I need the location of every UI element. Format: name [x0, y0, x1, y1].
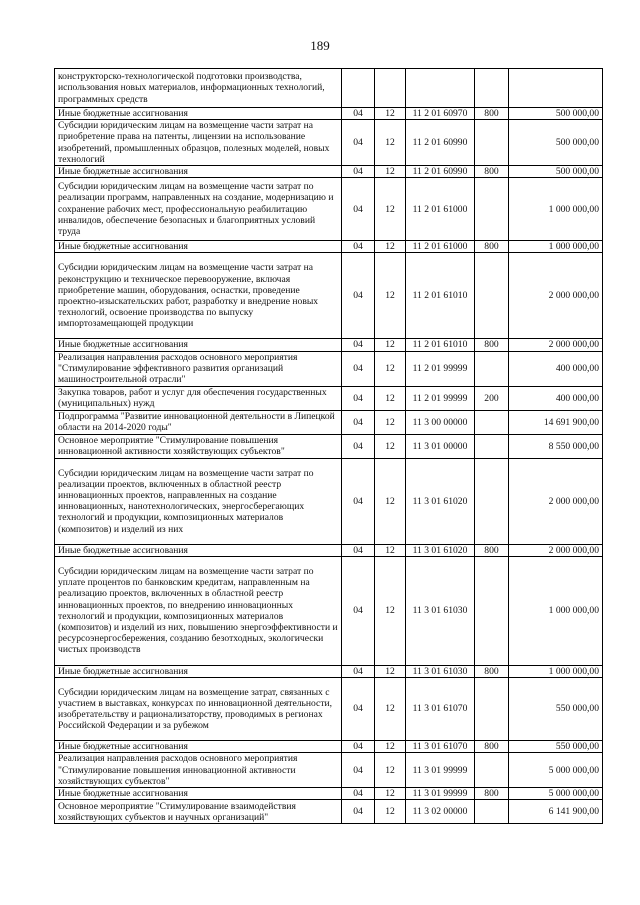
amount-cell: 6 141 900,00	[509, 800, 603, 824]
section-code-cell: 04	[342, 178, 375, 241]
budget-table-body	[55, 69, 603, 824]
expense-type-cell: 800	[475, 741, 509, 753]
amount-cell: 550 000,00	[509, 741, 603, 753]
section-code-cell: 04	[342, 386, 375, 410]
section-code-cell: 04	[342, 351, 375, 386]
amount-cell: 2 000 000,00	[509, 458, 603, 544]
target-article-cell: 11 3 01 61070	[406, 678, 475, 741]
subsection-code-cell: 12	[375, 166, 406, 178]
section-code-cell: 04	[342, 741, 375, 753]
expense-name-cell: Иные бюджетные ассигнования	[55, 665, 342, 677]
subsection-code-cell: 12	[375, 544, 406, 556]
expense-name-cell: Субсидии юридическим лицам на возмещение части затрат по уплате процентов по банковским кредитам, направленным на реализацию проектов, включенных в областной реестр инновационных проектов, по внедрению инновационных технологий и продукции, композиционных материалов (композитов) и изделий из них, повышению энергоэффективности и ресурсоэнергосбережения, созданию безотходных, экологически чистых производств	[55, 556, 342, 665]
subsection-code-cell	[375, 69, 406, 108]
table-row	[55, 351, 603, 386]
expense-type-cell: 800	[475, 241, 509, 253]
expense-name-cell: Субсидии юридическим лицам на возмещение части затрат по реализации проектов, включенных в областной реестр инновационных проектов, направленных на создание инновационных, нанотехнологических, энергосберегающих технологий и продукции, композиционных материалов (композитов) и изделий из них	[55, 458, 342, 544]
subsection-code-cell: 12	[375, 120, 406, 166]
subsection-code-cell: 12	[375, 753, 406, 788]
section-code-cell: 04	[342, 410, 375, 434]
table-row	[55, 434, 603, 458]
target-article-cell: 11 2 01 60990	[406, 166, 475, 178]
table-row	[55, 788, 603, 800]
table-row	[55, 386, 603, 410]
expense-name-cell: Иные бюджетные ассигнования	[55, 788, 342, 800]
table-row	[55, 108, 603, 120]
table-row	[55, 665, 603, 677]
amount-cell: 500 000,00	[509, 120, 603, 166]
expense-name-cell: Иные бюджетные ассигнования	[55, 166, 342, 178]
table-row	[55, 741, 603, 753]
page-number: 189	[310, 38, 330, 53]
target-article-cell: 11 2 01 60970	[406, 108, 475, 120]
target-article-cell: 11 3 02 00000	[406, 800, 475, 824]
subsection-code-cell: 12	[375, 386, 406, 410]
table-row	[55, 253, 603, 339]
section-code-cell: 04	[342, 434, 375, 458]
table-row	[55, 544, 603, 556]
subsection-code-cell: 12	[375, 741, 406, 753]
subsection-code-cell: 12	[375, 556, 406, 665]
expense-name-cell: конструкторско-технологической подготовки производства, использования новых материалов, информационных технологий, программных средств	[55, 69, 342, 108]
expense-name-cell: Закупка товаров, работ и услуг для обеспечения государственных (муниципальных) нужд	[55, 386, 342, 410]
expense-name-cell: Иные бюджетные ассигнования	[55, 108, 342, 120]
target-article-cell: 11 2 01 61010	[406, 339, 475, 351]
section-code-cell: 04	[342, 544, 375, 556]
expense-type-cell: 800	[475, 788, 509, 800]
expense-name-cell: Иные бюджетные ассигнования	[55, 544, 342, 556]
subsection-code-cell: 12	[375, 178, 406, 241]
subsection-code-cell: 12	[375, 800, 406, 824]
subsection-code-cell: 12	[375, 665, 406, 677]
expense-name-cell: Подпрограмма "Развитие инновационной деятельности в Липецкой области на 2014-2020 годы"	[55, 410, 342, 434]
amount-cell: 14 691 900,00	[509, 410, 603, 434]
section-code-cell: 04	[342, 458, 375, 544]
section-code-cell: 04	[342, 120, 375, 166]
expense-type-cell	[475, 678, 509, 741]
subsection-code-cell: 12	[375, 434, 406, 458]
target-article-cell: 11 3 01 61030	[406, 665, 475, 677]
subsection-code-cell: 12	[375, 339, 406, 351]
budget-table	[54, 68, 603, 824]
target-article-cell: 11 2 01 61010	[406, 253, 475, 339]
target-article-cell: 11 3 00 00000	[406, 410, 475, 434]
section-code-cell: 04	[342, 665, 375, 677]
amount-cell: 1 000 000,00	[509, 178, 603, 241]
amount-cell: 500 000,00	[509, 108, 603, 120]
expense-type-cell: 800	[475, 665, 509, 677]
target-article-cell: 11 2 01 61000	[406, 178, 475, 241]
section-code-cell: 04	[342, 108, 375, 120]
expense-name-cell: Реализация направления расходов основного мероприятия "Стимулирование повышения инновационной активности хозяйствующих субъектов"	[55, 753, 342, 788]
table-row	[55, 339, 603, 351]
subsection-code-cell: 12	[375, 241, 406, 253]
expense-name-cell: Субсидии юридическим лицам на возмещение части затрат по реализации программ, направленных на создание, модернизацию и сохранение рабочих мест, профессиональную реабилитацию инвалидов, обеспечение безопасных и благоприятных условий труда	[55, 178, 342, 241]
amount-cell: 2 000 000,00	[509, 544, 603, 556]
subsection-code-cell: 12	[375, 458, 406, 544]
expense-type-cell	[475, 556, 509, 665]
section-code-cell: 04	[342, 253, 375, 339]
expense-type-cell: 800	[475, 166, 509, 178]
target-article-cell: 11 3 01 61020	[406, 544, 475, 556]
expense-type-cell	[475, 120, 509, 166]
table-row	[55, 120, 603, 166]
subsection-code-cell: 12	[375, 678, 406, 741]
table-row	[55, 241, 603, 253]
expense-type-cell	[475, 351, 509, 386]
target-article-cell: 11 3 01 99999	[406, 788, 475, 800]
table-row	[55, 458, 603, 544]
amount-cell: 2 000 000,00	[509, 253, 603, 339]
expense-type-cell	[475, 800, 509, 824]
amount-cell: 400 000,00	[509, 386, 603, 410]
amount-cell: 8 550 000,00	[509, 434, 603, 458]
subsection-code-cell: 12	[375, 788, 406, 800]
amount-cell	[509, 69, 603, 108]
subsection-code-cell: 12	[375, 410, 406, 434]
amount-cell: 5 000 000,00	[509, 753, 603, 788]
amount-cell: 5 000 000,00	[509, 788, 603, 800]
expense-type-cell	[475, 253, 509, 339]
expense-name-cell: Иные бюджетные ассигнования	[55, 241, 342, 253]
target-article-cell: 11 3 01 61030	[406, 556, 475, 665]
expense-name-cell: Реализация направления расходов основного мероприятия "Стимулирование эффективного развития организаций машиностроительной отрасли"	[55, 351, 342, 386]
target-article-cell: 11 3 01 99999	[406, 753, 475, 788]
table-row	[55, 678, 603, 741]
expense-type-cell	[475, 410, 509, 434]
expense-name-cell: Иные бюджетные ассигнования	[55, 339, 342, 351]
table-row	[55, 69, 603, 108]
expense-name-cell: Субсидии юридическим лицам на возмещение затрат, связанных с участием в выставках, конкурсах по инновационной деятельности, изобретательству и рационализаторству, проводимых в регионах Российской Федерации и за рубежом	[55, 678, 342, 741]
expense-type-cell: 800	[475, 544, 509, 556]
expense-name-cell: Иные бюджетные ассигнования	[55, 741, 342, 753]
target-article-cell: 11 3 01 61020	[406, 458, 475, 544]
section-code-cell: 04	[342, 166, 375, 178]
target-article-cell: 11 3 01 00000	[406, 434, 475, 458]
subsection-code-cell: 12	[375, 108, 406, 120]
expense-type-cell	[475, 178, 509, 241]
expense-type-cell: 800	[475, 339, 509, 351]
amount-cell: 1 000 000,00	[509, 665, 603, 677]
expense-type-cell	[475, 753, 509, 788]
amount-cell: 550 000,00	[509, 678, 603, 741]
section-code-cell: 04	[342, 753, 375, 788]
expense-type-cell	[475, 458, 509, 544]
table-row	[55, 556, 603, 665]
expense-name-cell: Основное мероприятие "Стимулирование взаимодействия хозяйствующих субъектов и научных организаций"	[55, 800, 342, 824]
expense-name-cell: Основное мероприятие "Стимулирование повышения инновационной активности хозяйствующих субъектов"	[55, 434, 342, 458]
target-article-cell: 11 2 01 99999	[406, 351, 475, 386]
amount-cell: 1 000 000,00	[509, 556, 603, 665]
target-article-cell: 11 3 01 61070	[406, 741, 475, 753]
expense-type-cell	[475, 69, 509, 108]
target-article-cell	[406, 69, 475, 108]
section-code-cell: 04	[342, 241, 375, 253]
expense-type-cell: 800	[475, 108, 509, 120]
table-row	[55, 178, 603, 241]
subsection-code-cell: 12	[375, 351, 406, 386]
amount-cell: 500 000,00	[509, 166, 603, 178]
target-article-cell: 11 2 01 61000	[406, 241, 475, 253]
table-row	[55, 166, 603, 178]
subsection-code-cell: 12	[375, 253, 406, 339]
amount-cell: 400 000,00	[509, 351, 603, 386]
table-row	[55, 410, 603, 434]
table-row	[55, 800, 603, 824]
expense-type-cell: 200	[475, 386, 509, 410]
expense-name-cell: Субсидии юридическим лицам на возмещение части затрат на приобретение права на патенты, лицензии на использование изобретений, промышленных образцов, полезных моделей, новых технологий	[55, 120, 342, 166]
section-code-cell	[342, 69, 375, 108]
section-code-cell: 04	[342, 678, 375, 741]
expense-type-cell	[475, 434, 509, 458]
amount-cell: 2 000 000,00	[509, 339, 603, 351]
section-code-cell: 04	[342, 339, 375, 351]
amount-cell: 1 000 000,00	[509, 241, 603, 253]
section-code-cell: 04	[342, 556, 375, 665]
section-code-cell: 04	[342, 788, 375, 800]
expense-name-cell: Субсидии юридическим лицам на возмещение части затрат на реконструкцию и техническое перевооружение, включая приобретение машин, оборудования, оснастки, проведение проектно-изыскательских работ, разработку и внедрение новых технологий, освоение производства по выпуску импортозамещающей продукции	[55, 253, 342, 339]
target-article-cell: 11 2 01 99999	[406, 386, 475, 410]
table-row	[55, 753, 603, 788]
section-code-cell: 04	[342, 800, 375, 824]
target-article-cell: 11 2 01 60990	[406, 120, 475, 166]
